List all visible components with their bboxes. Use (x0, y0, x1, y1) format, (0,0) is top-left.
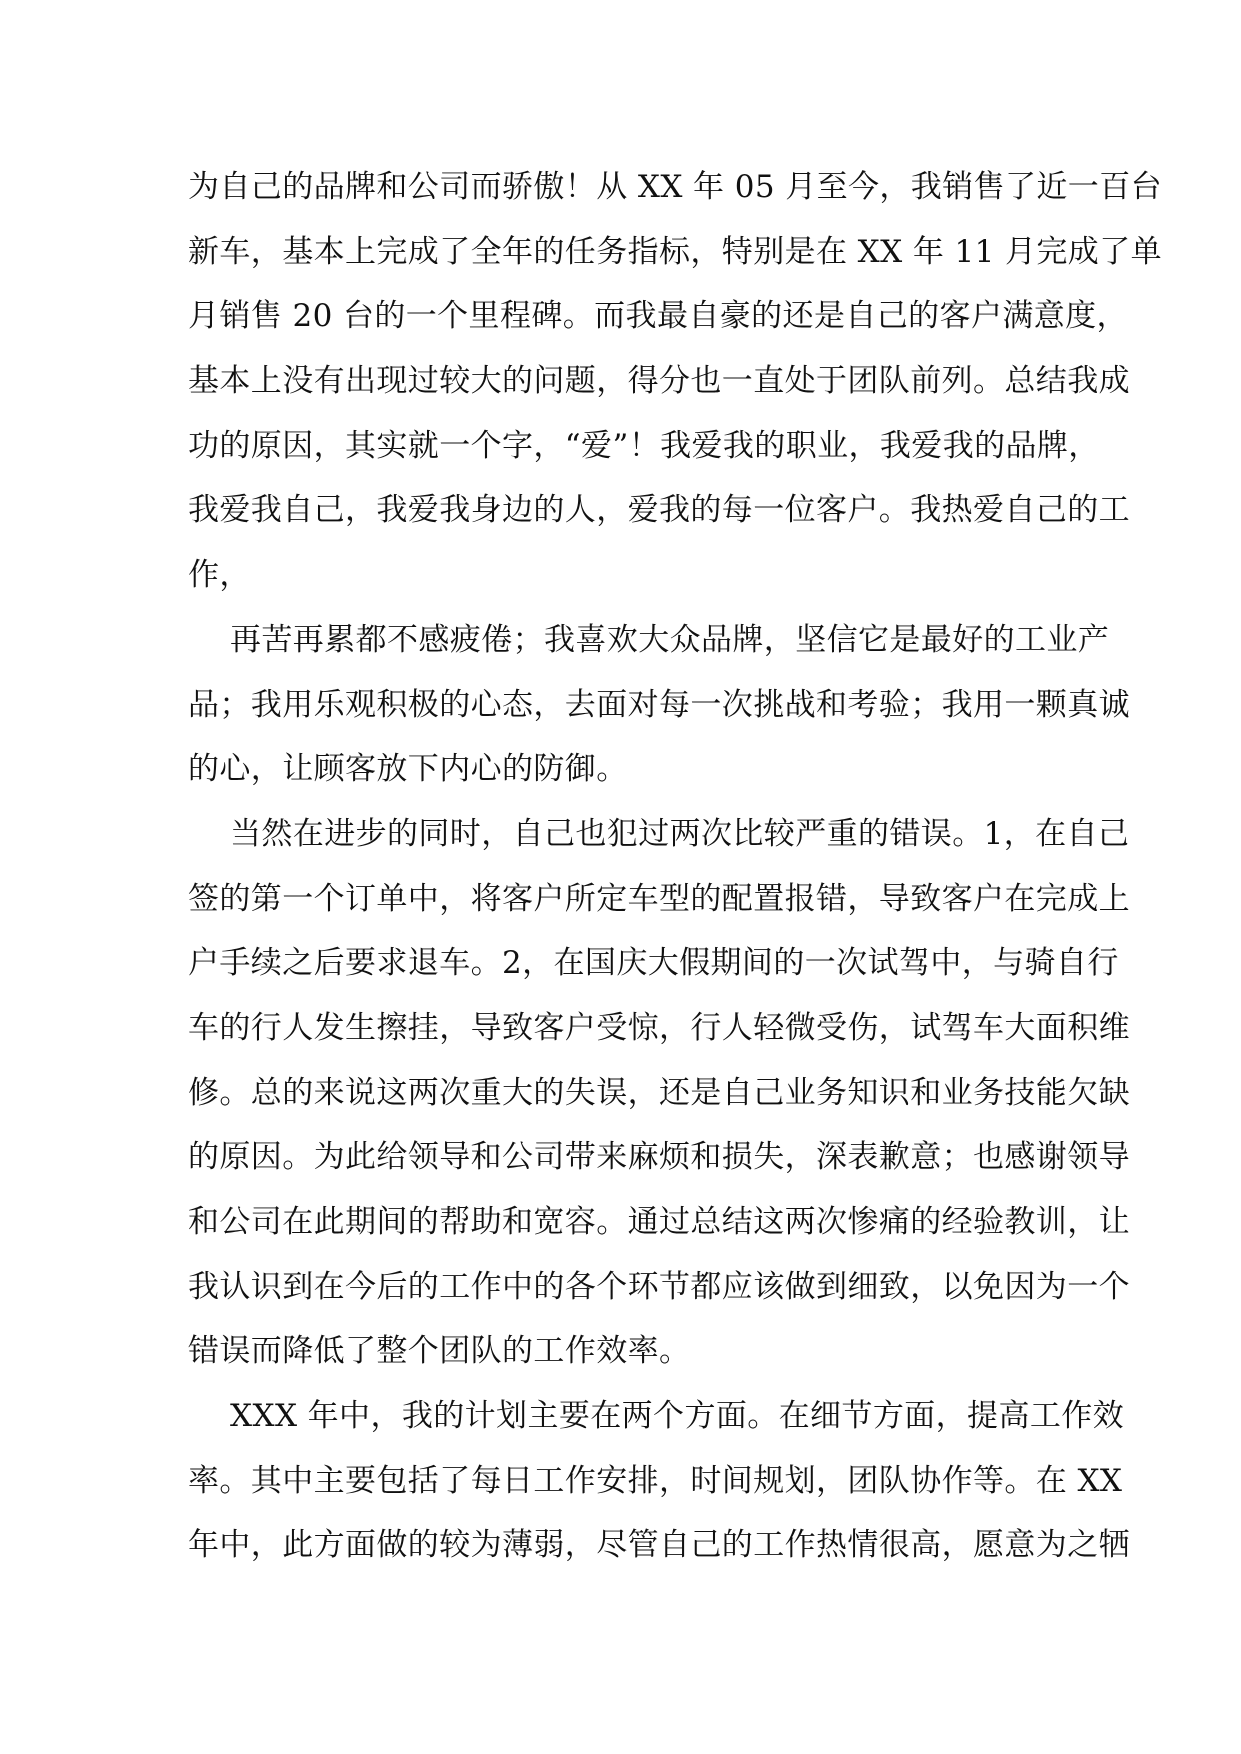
text-line: 的心，让顾客放下内心的防御。 (188, 751, 628, 788)
text-line: 月销售 20 台的一个里程碑。而我最自豪的还是自己的客户满意度， (188, 298, 1128, 335)
paragraph (188, 608, 1130, 802)
paragraph (188, 155, 1162, 608)
text-line: 修。总的来说这两次重大的失误，还是自己业务知识和业务技能欠缺 (188, 1074, 1130, 1111)
text-line: 我认识到在今后的工作中的各个环节都应该做到细致，以免因为一个 (188, 1268, 1130, 1305)
paragraph (188, 802, 1130, 1384)
text-line: 的原因。为此给领导和公司带来麻烦和损失，深表歉意；也感谢领导 (188, 1139, 1130, 1176)
text-line: 新车，基本上完成了全年的任务指标，特别是在 XX 年 11 月完成了单 (188, 233, 1162, 270)
text-line: 作， (188, 557, 251, 594)
paragraph (188, 1384, 1130, 1578)
text-line: 错误而降低了整个团队的工作效率。 (188, 1333, 691, 1370)
text-line: 我爱我自己，我爱我身边的人，爱我的每一位客户。我热爱自己的工 (188, 492, 1130, 529)
text-line: 为自己的品牌和公司而骄傲！从 XX 年 05 月至今，我销售了近一百台 (188, 169, 1162, 205)
text-line: XXX 年中，我的计划主要在两个方面。在细节方面，提高工作效 (230, 1398, 1125, 1435)
text-line: 和公司在此期间的帮助和宽容。通过总结这两次惨痛的经验教训，让 (188, 1204, 1130, 1240)
text-line: 率。其中主要包括了每日工作安排，时间规划，团队协作等。在 XX (188, 1462, 1123, 1499)
text-line: 品；我用乐观积极的心态，去面对每一次挑战和考验；我用一颗真诚 (188, 686, 1130, 723)
text-line: 签的第一个订单中，将客户所定车型的配置报错，导致客户在完成上 (188, 880, 1130, 917)
text-line: 年中，此方面做的较为薄弱，尽管自己的工作热情很高，愿意为之牺 (188, 1527, 1130, 1564)
text-line: 功的原因，其实就一个字，“爱”！我爱我的职业，我爱我的品牌， (188, 427, 1100, 464)
text-line: 当然在进步的同时，自己也犯过两次比较严重的错误。1，在自己 (230, 815, 1130, 852)
text-line: 车的行人发生擦挂，导致客户受惊，行人轻微受伤，试驾车大面积维 (188, 1009, 1130, 1046)
text-line: 户手续之后要求退车。2，在国庆大假期间的一次试驾中，与骑自行 (188, 945, 1119, 982)
text-line: 基本上没有出现过较大的问题，得分也一直处于团队前列。总结我成 (188, 363, 1130, 400)
document-body (188, 155, 1162, 1578)
text-line: 再苦再累都不感疲倦；我喜欢大众品牌，坚信它是最好的工业产 (230, 621, 1110, 658)
